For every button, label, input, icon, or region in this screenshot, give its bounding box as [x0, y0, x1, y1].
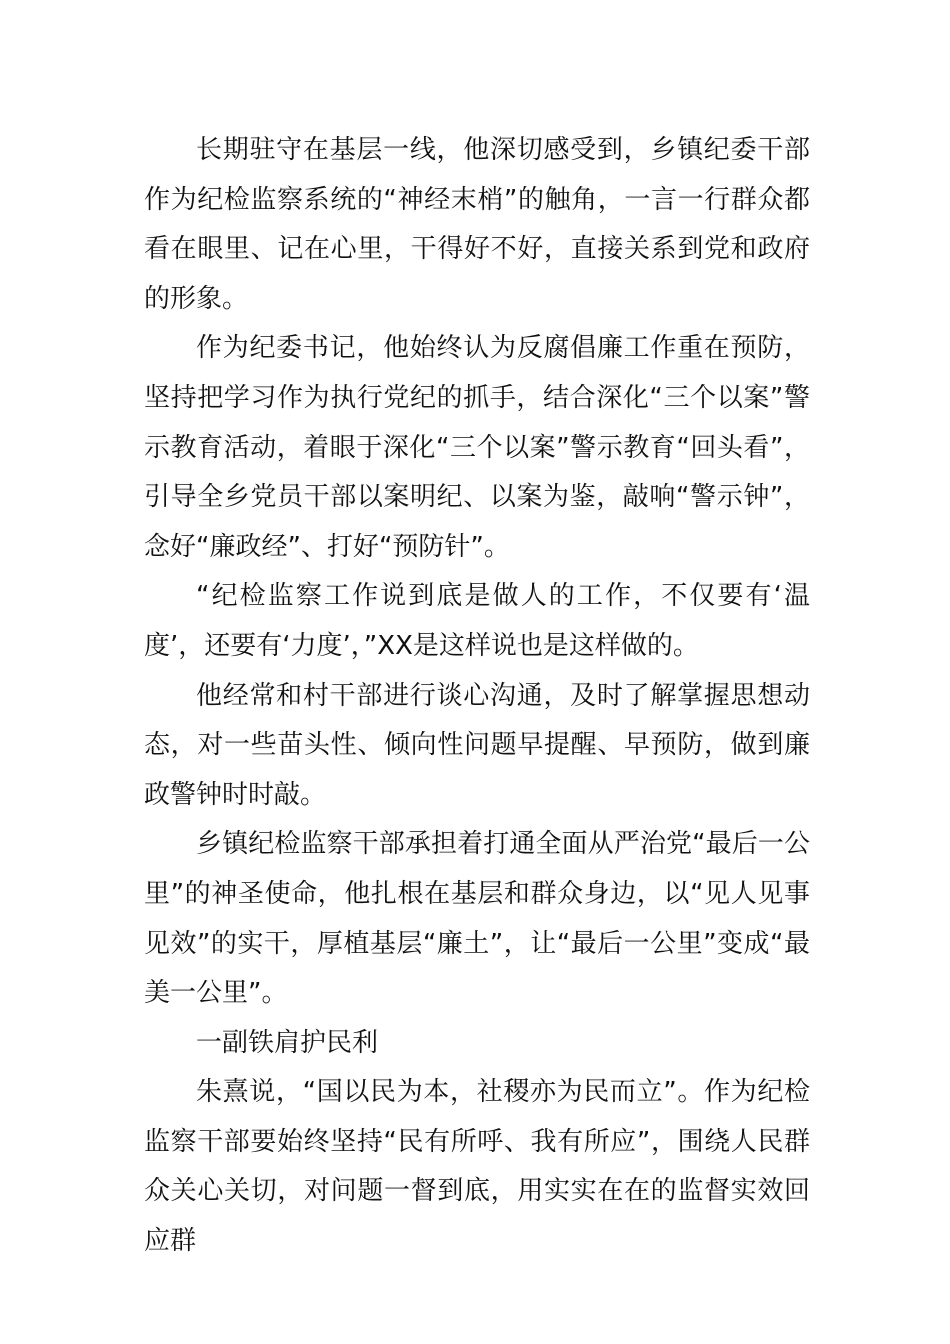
section-heading: 一副铁肩护民利: [196, 1027, 379, 1058]
document-body: [144, 126, 810, 1267]
paragraph-4: 他经常和村干部进行谈心沟通，及时了解掌握思想动态，对一些苗头性、倾向性问题早提醒、早预防，做到廉政警钟时时敲。: [144, 680, 810, 810]
paragraph-2: 作为纪委书记，他始终认为反腐倡廉工作重在预防，坚持把学习作为执行党纪的抓手，结合深化“三个以案”警示教育活动，着眼于深化“三个以案”警示教育“回头看”，引导全乡党员干部以案明纪、以案为鉴，敲响“警示钟”，念好“廉政经”、打好“预防针”。: [144, 333, 810, 562]
paragraph-6: 朱熹说，“国以民为本，社稷亦为民而立”。作为纪检监察干部要始终坚持“民有所呼、我有所应”，围绕人民群众关心关切，对问题一督到底，用实实在在的监督实效回应群: [144, 1077, 810, 1257]
paragraph-1: 长期驻守在基层一线，他深切感受到，乡镇纪委干部作为纪检监察系统的“神经末梢”的触角，一言一行群众都看在眼里、记在心里，干得好不好，直接关系到党和政府的形象。: [144, 135, 810, 314]
paragraph-5: 乡镇纪检监察干部承担着打通全面从严治党“最后一公里”的神圣使命，他扎根在基层和群众身边，以“见人见事见效”的实干，厚植基层“廉土”，让“最后一公里”变成“最美一公里”。: [144, 829, 810, 1009]
paragraph-3: “纪检监察工作说到底是做人的工作，不仅要有‘温度’，还要有‘力度’，”XX是这样说也是这样做的。: [144, 581, 810, 661]
